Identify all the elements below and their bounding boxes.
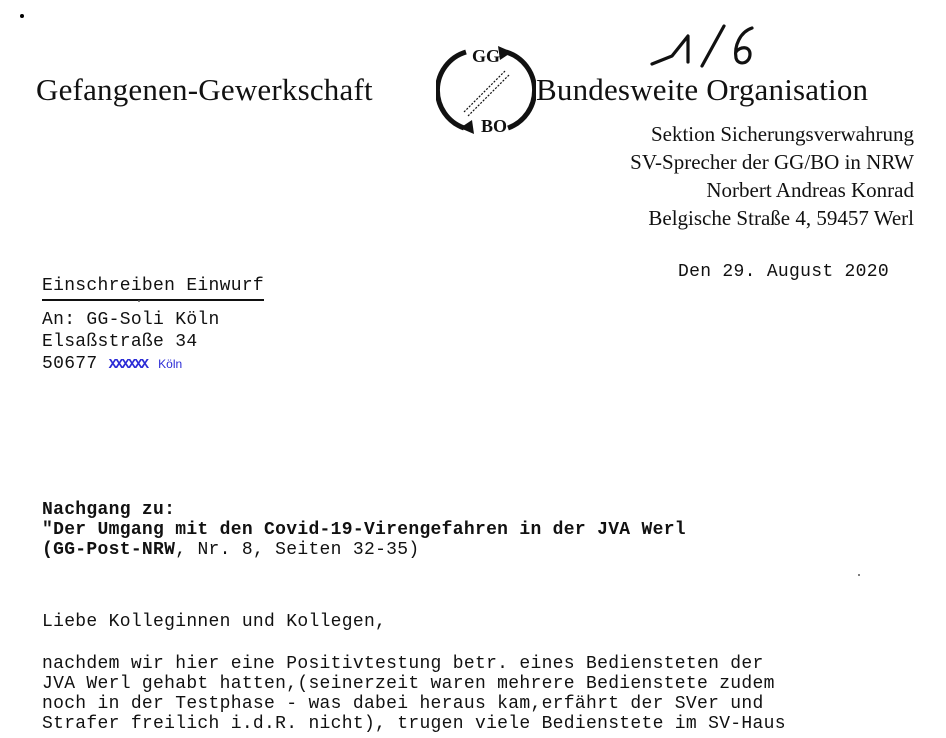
letterhead-right-title: Bundesweite Organisation: [536, 72, 869, 107]
sender-line-2: SV-Sprecher der GG/BO in NRW: [630, 150, 914, 174]
sender-line-1: Sektion Sicherungsverwahrung: [650, 122, 914, 146]
reference-line-3: [42, 540, 419, 560]
page-number-handwritten: [648, 20, 758, 70]
greeting: Liebe Kolleginnen und Kollegen,: [42, 612, 387, 632]
body-line-3: noch in der Testphase - was dabei heraus kam,erfährt der SVer und: [42, 694, 764, 714]
reference-line-2: "Der Umgang mit den Covid-19-Virengefahren in der JVA Werl: [42, 520, 686, 540]
reference-pages: , Nr. 8, Seiten 32-35): [175, 540, 420, 560]
body-line-2: JVA Werl gehabt hatten,(seinerzeit waren mehrere Bedienstete zudem: [42, 674, 775, 694]
gg-bo-logo: [436, 40, 536, 140]
reference-publication: (GG-Post-NRW: [42, 540, 176, 560]
recipient-line-1: An: GG-Soli Köln: [42, 310, 220, 330]
sender-line-3: Norbert Andreas Konrad: [706, 178, 914, 202]
logo-top-letters: GG: [471, 46, 501, 66]
letter-date: Den 29. August 2020: [678, 262, 889, 282]
reference-line-1: Nachgang zu:: [42, 500, 176, 520]
recipient-line-3: [42, 354, 182, 374]
scan-speck: [138, 300, 140, 302]
logo-bottom-letters: BO: [480, 116, 508, 136]
recipient-zip: 50677: [42, 354, 98, 374]
letterhead-left-title: Gefangenen-Gewerkschaft: [36, 72, 373, 107]
scan-speck: [20, 14, 24, 18]
recipient-city: Köln: [158, 357, 183, 371]
sender-line-4: Belgische Straße 4, 59457 Werl: [648, 206, 914, 230]
mail-type-label: Einschreiben Einwurf: [42, 276, 264, 301]
recipient-line-2: Elsaßstraße 34: [42, 332, 198, 352]
body-line-1: nachdem wir hier eine Positivtestung betr. eines Bediensteten der: [42, 654, 764, 674]
body-line-4: Strafer freilich i.d.R. nicht), trugen viele Bedienstete im SV-Haus: [42, 714, 786, 734]
scan-speck: [858, 574, 860, 576]
recipient-redaction: XXXXXX: [108, 357, 148, 373]
